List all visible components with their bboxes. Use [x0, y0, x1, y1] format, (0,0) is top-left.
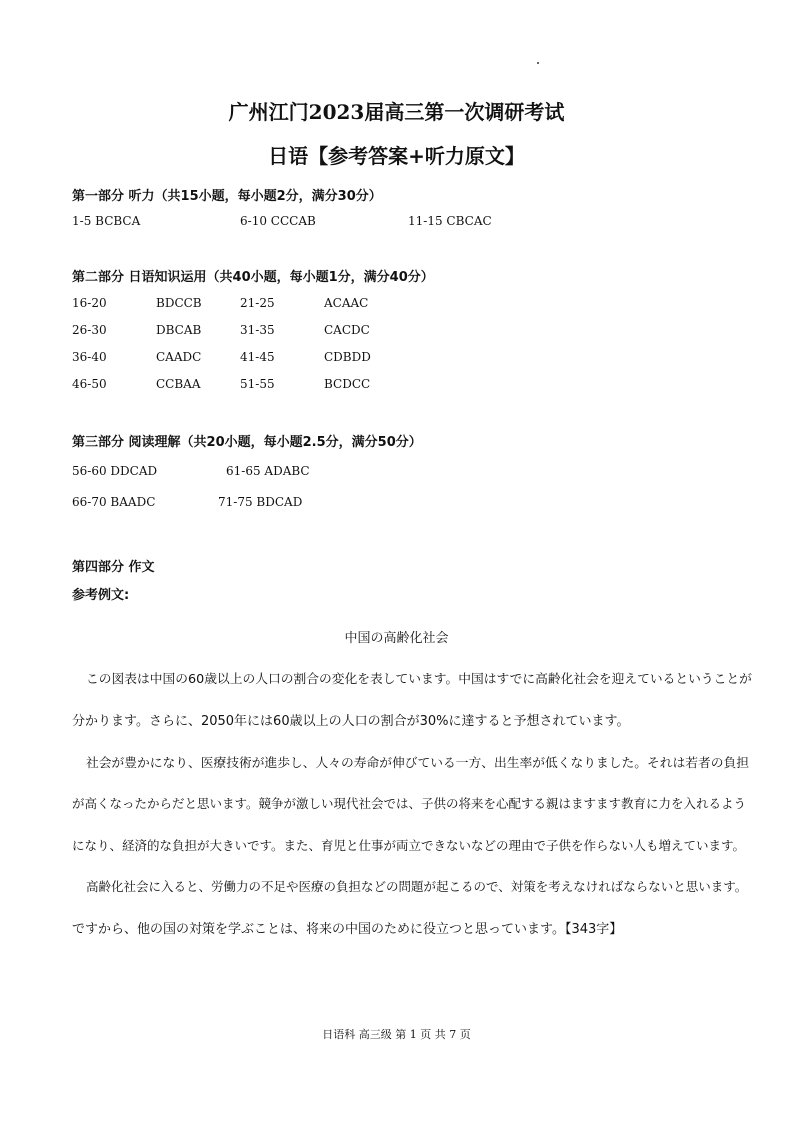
answer-letters: CACDC: [324, 323, 370, 337]
answer-letters: BAADC: [110, 495, 156, 509]
essay-title: 中国の高齢化社会: [344, 631, 449, 646]
answer-letters: BDCCB: [156, 296, 202, 310]
essay-line: この図表は中国の60歳以上の人口の割合の変化を表しています。中国はすでに高齢化社会を迎えているということが: [86, 672, 752, 687]
answer-letters: BCBCA: [95, 214, 141, 228]
part2-heading: 第二部分 日语知识运用（共40小题，每小题1分，满分40分）: [72, 270, 434, 285]
answer-letters: DBCAB: [156, 323, 202, 337]
essay-line: 分かります。さらに、2050年には60歳以上の人口の割合が30%に達すると予想されています。: [72, 714, 630, 729]
essay-line: 高齢化社会に入ると、労働力の不足や医療の負担などの問題が起こるので、対策を考えなければならないと思います。: [86, 879, 748, 894]
part1-heading: 第一部分 听力（共15小题，每小题2分，满分30分）: [72, 189, 382, 204]
essay-line: が高くなったからだと思います。競争が激しい現代社会では、子供の将来を心配する親はますます教育に力を入れるよう: [72, 796, 747, 811]
answer-range: 46-50: [72, 377, 107, 391]
answer-letters: CDBDD: [324, 350, 371, 364]
answer-group: [72, 464, 157, 478]
answer-letters: BDCAD: [256, 495, 303, 509]
answer-range: 66-70: [72, 495, 107, 509]
answer-letters: ACAAC: [324, 296, 369, 310]
answer-range: 6-10: [240, 214, 267, 228]
answer-letters: CBCAC: [446, 214, 492, 228]
answer-range: 51-55: [240, 377, 275, 391]
answer-group: [72, 495, 155, 509]
answer-group: [72, 214, 140, 228]
answer-range: 71-75: [218, 495, 253, 509]
page-subtitle: 日语【参考答案+听力原文】: [268, 144, 525, 168]
answer-range: 1-5: [72, 214, 92, 228]
answer-letters: BCDCC: [324, 377, 371, 391]
part4-heading: 第四部分 作文: [72, 560, 155, 575]
answer-range: 26-30: [72, 323, 107, 337]
essay-line: ですから、他の国の対策を学ぶことは、将来の中国のために役立つと思っています。【343字】: [72, 922, 623, 937]
answer-range: 41-45: [240, 350, 275, 364]
answer-group: [408, 214, 492, 228]
page-title: 广州江门2023届高三第一次调研考试: [228, 100, 565, 124]
answer-group: [226, 464, 310, 478]
page-footer: 日语科 高三级 第 1 页 共 7 页: [322, 1028, 471, 1041]
essay-line: 社会が豊かになり、医療技術が進歩し、人々の寿命が伸びている一方、出生率が低くなりました。それは若者の負担: [86, 756, 749, 771]
answer-range: 36-40: [72, 350, 107, 364]
sample-essay-label: 参考例文:: [72, 588, 130, 603]
part3-heading: 第三部分 阅读理解（共20小题，每小题2.5分，满分50分）: [72, 435, 422, 450]
answer-range: 56-60: [72, 464, 107, 478]
scan-dot: [537, 62, 539, 64]
answer-letters: CCCAB: [270, 214, 316, 228]
answer-range: 21-25: [240, 296, 275, 310]
answer-letters: CAADC: [156, 350, 202, 364]
essay-line: になり、経済的な負担が大きいです。また、育児と仕事が両立できないなどの理由で子供を作らない人も増えています。: [72, 838, 746, 853]
answer-letters: DDCAD: [110, 464, 158, 478]
answer-range: 31-35: [240, 323, 275, 337]
answer-group: [218, 495, 302, 509]
answer-range: 61-65: [226, 464, 261, 478]
answer-range: 16-20: [72, 296, 107, 310]
answer-letters: ADABC: [264, 464, 310, 478]
answer-letters: CCBAA: [156, 377, 201, 391]
answer-range: 11-15: [408, 214, 443, 228]
answer-group: [240, 214, 316, 228]
